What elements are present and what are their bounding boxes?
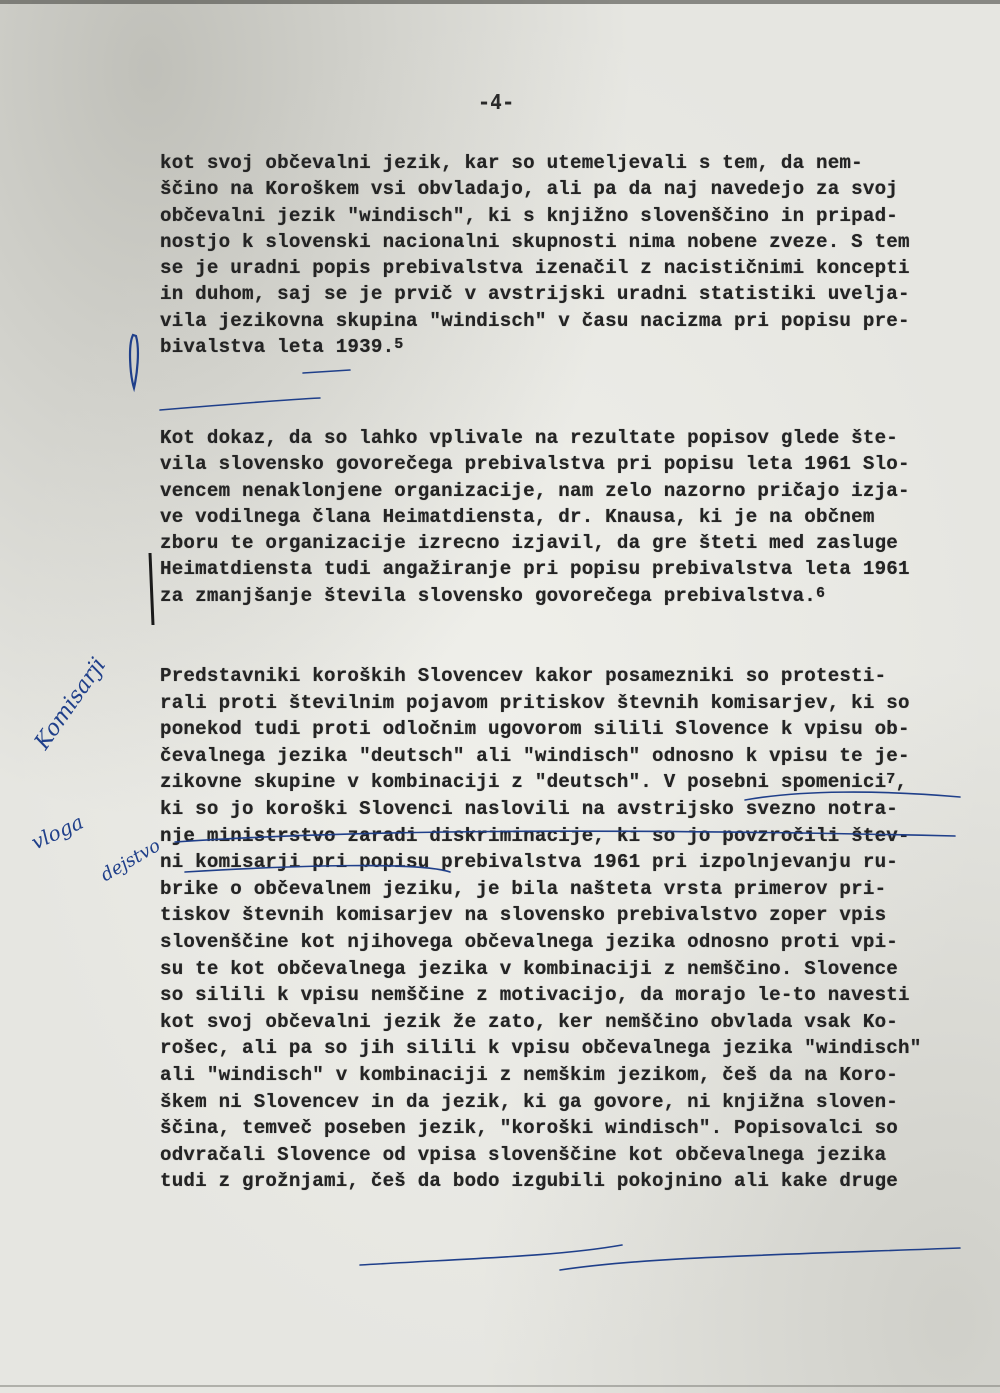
handwritten-note: dejstvo	[97, 835, 165, 886]
text-line: su te kot občevalnega jezika v kombinaciji z nemščino. Slovence	[160, 957, 899, 980]
text-line: vila jezikovna skupina "windisch" v času nacizma pri popisu pre-	[160, 309, 910, 332]
handwritten-note: Komisarji	[30, 653, 112, 755]
text-line: Kot dokaz, da so lahko vplivale na rezultate popisov glede šte-	[160, 427, 899, 449]
text-line: vila slovensko govorečega prebivalstva pri popisu leta 1961 Slo-	[160, 453, 910, 476]
text-line: slovenščine kot njihovega občevalnega jezika odnosno proti vpi-	[160, 930, 899, 953]
text-line: kot svoj občevalni jezik že zato, ker nemščino obvlada vsak Ko-	[160, 1010, 899, 1033]
margin-vertical-bar	[150, 553, 153, 625]
text-line: tudi z grožnjami, češ da bodo izgubili pokojnino ali kake druge	[160, 1170, 899, 1193]
text-line: in duhom, saj se je prvič v avstrijski uradni statistiki uvelja-	[160, 283, 910, 306]
page-number: -4-	[478, 90, 515, 114]
text-line: nostjo k slovenski nacionalni skupnosti nima nobene zveze. S tem	[160, 230, 910, 253]
text-line: čevalnega jezika "deutsch" ali "windisch" odnosno k vpisu te je-	[160, 744, 910, 767]
underline-pokojnino	[360, 1245, 622, 1265]
handwritten-note: vloga	[27, 809, 87, 855]
text-line: rali proti številnim pojavom pritiskov števnih komisarjev, ki so	[160, 691, 910, 714]
text-fragment: za zmanjšanje števila slovensko govorečega prebivalstva.	[160, 584, 817, 607]
footnote-marker: 7	[886, 771, 896, 789]
text-fragment: zikovne skupine v kombinaciji z "deutsch". V posebni spomenici	[160, 771, 887, 794]
scan-edge-top	[0, 0, 1000, 4]
text-line: vencem nenaklonjene organizacije, nam zelo nazorno pričajo izja-	[160, 479, 910, 502]
paragraph-1	[160, 150, 960, 360]
text-line: kot svoj občevalni jezik, kar so utemeljevali s tem, da nem-	[160, 152, 863, 174]
footnote-marker: 5	[394, 336, 404, 354]
paragraph-3	[160, 663, 960, 1195]
text-line: odvračali Slovence od vpisa slovenščine kot občevalnega jezika	[160, 1143, 887, 1166]
text-line: Predstavniki koroških Slovencev kakor posamezniki so protesti-	[160, 665, 887, 687]
margin-bracket-mark	[130, 335, 138, 388]
text-line: tiskov števnih komisarjev na slovensko prebivalstvo zoper vpis	[160, 904, 887, 927]
text-line: ščino na Koroškem vsi obvladajo, ali pa da naj navedejo za svoj	[160, 178, 899, 201]
text-line: ščina, temveč poseben jezik, "koroški windisch". Popisovalci so	[160, 1117, 899, 1140]
text-fragment: bivalstva leta 1939.	[160, 336, 395, 359]
text-line-last	[160, 583, 960, 609]
text-line: zboru te organizacije izrecno izjavil, da gre šteti med zasluge	[160, 532, 899, 555]
text-line: so silili k vpisu nemščine z motivacijo, da morajo le-to navesti	[160, 984, 910, 1007]
underline-leta-1939	[160, 398, 320, 410]
underline-kake-druge	[560, 1248, 960, 1270]
text-line-last	[160, 334, 960, 360]
text-line: občevalni jezik "windisch", ki s knjižno slovenščino in pripad-	[160, 204, 899, 227]
text-line: škem ni Slovencev in da jezik, ki ga govore, ni knjižna sloven-	[160, 1090, 899, 1113]
underline-windisch	[303, 370, 350, 373]
text-line: nje ministrstvo zaradi diskriminacije, ki so jo povzročili štev-	[160, 824, 910, 847]
text-line: se je uradni popis prebivalstva izenačil z nacističnimi koncepti	[160, 257, 910, 280]
footnote-marker: 6	[816, 584, 826, 602]
text-line: ni komisarji pri popisu prebivalstva 1961 pri izpolnjevanju ru-	[160, 851, 899, 874]
paragraph-2	[160, 425, 960, 609]
text-line: ali "windisch" v kombinaciji z nemškim jezikom, češ da na Koro-	[160, 1063, 899, 1086]
text-line: ki so jo koroški Slovenci naslovili na avstrijsko svezno notra-	[160, 797, 899, 820]
text-line: ve vodilnega člana Heimatdiensta, dr. Knausa, ki je na občnem	[160, 505, 875, 528]
text-line: rošec, ali pa so jih silili k vpisu občevalnega jezika "windisch"	[160, 1037, 922, 1060]
text-line: brike o občevalnem jeziku, je bila našteta vrsta primerov pri-	[160, 877, 887, 900]
scan-edge-bottom	[0, 1385, 1000, 1387]
text-line: Heimatdiensta tudi angažiranje pri popisu prebivalstva leta 1961	[160, 558, 910, 581]
text-line: ponekod tudi proti odločnim ugovorom silili Slovence k vpisu ob-	[160, 718, 910, 741]
text-line: zikovne skupine v kombinaciji z "deutsch". V posebni spomenici$^7$,	[160, 771, 908, 794]
